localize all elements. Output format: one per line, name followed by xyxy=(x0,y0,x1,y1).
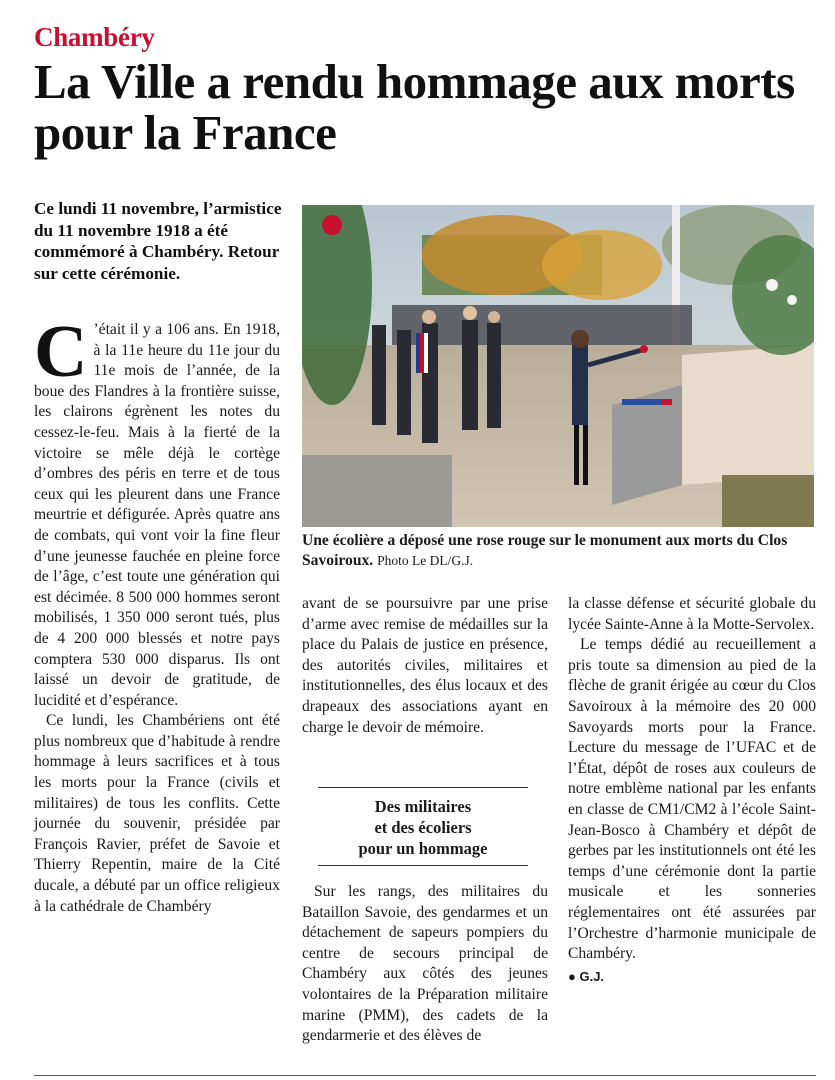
paragraph-text: ’était il y a 106 ans. En 1918, à la 11e heure du 11e jour du 11e mois de l’année, de la boue des Flandres à la frontière suisse, les clairons égrènent les notes du cessez-le-feu. Mais à la fierté de la victoire se mêle déjà le cortège d’ombres des péris en terre et de tous ceux qui les pleurent dans une France meurtrie et défigurée. Après quatre ans de combats, qui vont voir la fine fleur d’une jeunesse fauchée en pleine force de l’âge, c’est toute une génération qui est décimée. 8 500 000 hommes seront mobilisés, 1 350 000 seront tués, plus de 4 200 000 blessés et notre pays comptera 530 000 disparus. Ils ont laissé un devoir de gratitude, de lucidité et d’espérance. xyxy=(34,321,280,709)
lead-paragraph: Ce lundi 11 novembre, l’armistice du 11 novembre 1918 a été commémoré à Chambéry. Retour sur cette cérémonie. xyxy=(34,199,282,283)
article-column-2-continued xyxy=(302,882,548,1047)
subheading xyxy=(318,787,528,866)
paragraph: Ce lundi, les Chambériens ont été plus nombreux que d’habitude à rendre hommage à leurs sacrifices et à tous les morts pour la France (civils et militaires) de tous les conflits. Cette journée du souvenir, présidée par François Ravier, préfet de Savoie et Thierry Repentin, maire de la Cité ducale, a débuté par un office religieux à la cathédrale de Chambéry xyxy=(34,712,280,915)
photo-illustration xyxy=(302,205,814,527)
paragraph: Le temps dédié au recueillement a pris toute sa dimension au pied de la flèche de granit érigée au cœur du Clos Savoiroux à la mémoire des 20 000 Savoyards morts pour la France. Lecture du message de l’UFAC et de l’État, dépôt de roses aux couleurs de notre emblème national par les enfants en classe de CM1/CM2 à l’école Saint-Jean-Bosco à Chambéry et dépôt de gerbes par les institutionnels ont été les temps d’une cérémonie dont la partie musicale et les sonneries réglementaires ont été assurées par l’Orchestre d’harmonie municipale de Chambéry. xyxy=(568,636,816,963)
bottom-divider xyxy=(34,1075,816,1076)
article-photo xyxy=(302,205,814,527)
article-column-3 xyxy=(568,594,816,987)
paragraph: avant de se poursuivre par une prise d’arme avec remise de médailles sur la place du Palais de justice en présence, des autorités civiles, militaires et institutionnelles, des élus locaux et des drapeaux des associations ayant en charge le devoir de mémoire. xyxy=(302,595,548,736)
photo-credit: Photo Le DL/G.J. xyxy=(377,553,474,568)
author-signature: ● G.J. xyxy=(568,968,605,984)
subheading-line: pour un hommage xyxy=(358,839,488,858)
subheading-line: et des écoliers xyxy=(374,818,472,837)
headline: La Ville a rendu hommage aux morts pour la France xyxy=(34,54,795,160)
paragraph xyxy=(34,311,280,711)
caption-text: Une écolière a déposé une rose rouge sur le monument aux morts du Clos Savoiroux. xyxy=(302,532,788,569)
subheading-line: Des militaires xyxy=(374,797,472,816)
section-kicker: Chambéry xyxy=(34,22,155,52)
paragraph: la classe défense et sécurité globale du lycée Sainte-Anne à la Motte-Servolex. xyxy=(568,595,816,633)
article-column-1 xyxy=(34,311,280,917)
drop-cap: C xyxy=(34,311,88,393)
article-column-2 xyxy=(302,594,548,738)
paragraph: Sur les rangs, des militaires du Bataillon Savoie, des gendarmes et un détachement de sapeurs pompiers du centre de secours principal de Chambéry aux côtés des jeunes volontaires de la Préparation militaire marine (PMM), des cadets de la gendarmerie et des élèves de xyxy=(302,883,548,1045)
photo-caption xyxy=(302,531,814,571)
